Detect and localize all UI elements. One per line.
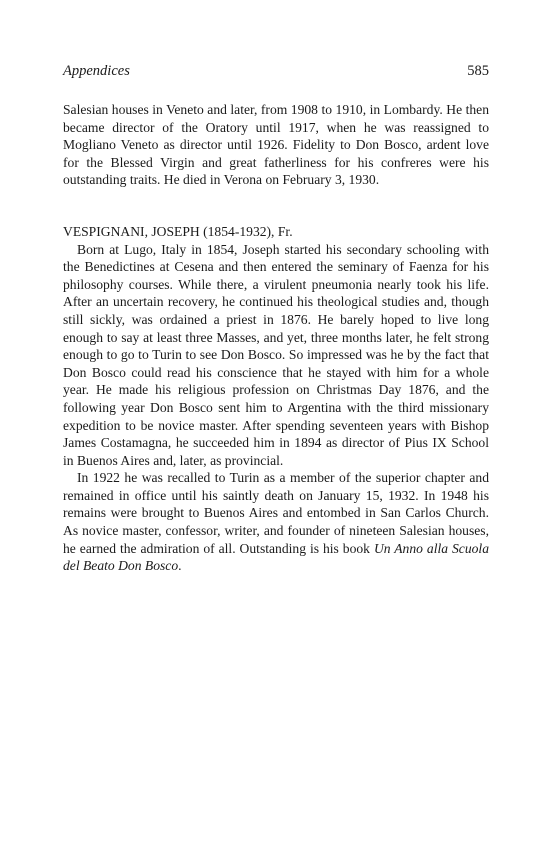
entry-paragraph-2 [63, 469, 489, 575]
continuation-paragraph: Salesian houses in Veneto and later, from 1908 to 1910, in Lombardy. He then became director of the Oratory until 1917, when he was reassigned to Mogliano Veneto as director until 1926. Fidelity to Don Bosco, ardent love for the Blessed Virgin and great fatherliness for his confreres were his outstanding traits. He died in Verona on February 3, 1930. [63, 102, 489, 188]
entry-paragraph-2-text: In 1922 he was recalled to Turin as a member of the superior chapter and remained in office until his saintly death on January 15, 1932. In 1948 his remains were brought to Buenos Aires and entombed in San Carlos Church. As novice master, confessor, writer, and founder of nineteen Salesian houses, he earned the admiration of all. Outstanding is his book [63, 470, 489, 556]
entry-paragraph-1: Born at Lugo, Italy in 1854, Joseph started his secondary schooling with the Benedictines at Cesena and then entered the seminary of Faenza for his philosophy courses. While there, a virulent pneumonia nearly took his life. After an uncertain recovery, he continued his theological studies and, though still sickly, was ordained a priest in 1876. He barely hoped to live long enough to say at least three Masses, and yet, three months later, he felt strong enough to go to Turin to see Don Bosco. So impressed was he by the fact that Don Bosco could read his conscience that he stayed with him for a whole year. He made his religious profession on Christmas Day 1876, and the following year Don Bosco sent him to Argentina with the third missionary expedition to be novice master. After spending seventeen years with Bishop James Costamagna, he succeeded him in 1894 as director of Pius IX School in Buenos Aires and, later, as provincial. [63, 241, 489, 468]
running-head [63, 62, 489, 80]
page [63, 62, 489, 575]
page-number: 585 [467, 63, 489, 79]
entry-paragraph-2-end: . [178, 558, 182, 574]
section-title: Appendices [63, 63, 130, 79]
entry-heading: VESPIGNANI, JOSEPH (1854-1932), Fr. [63, 223, 293, 239]
book-title: Un Anno alla Scuola del Beato Don Bosco [63, 540, 489, 574]
